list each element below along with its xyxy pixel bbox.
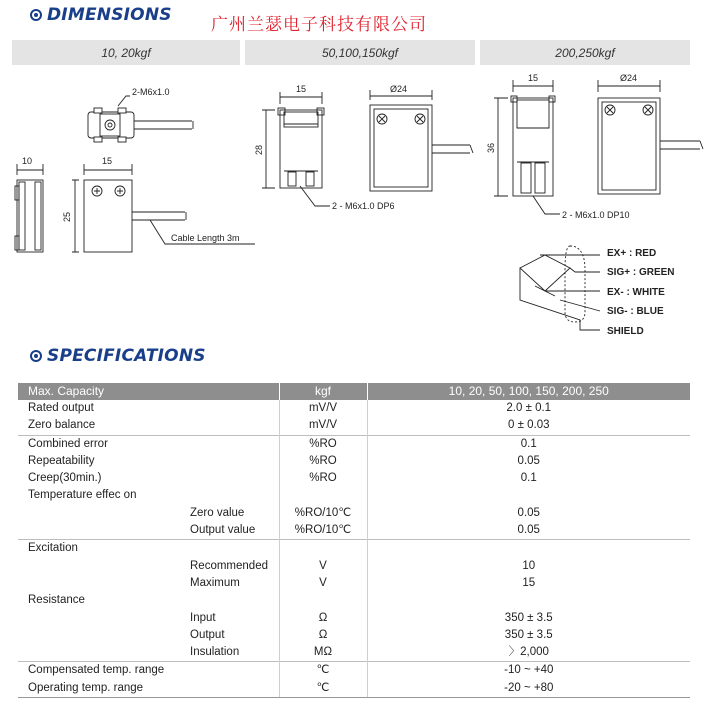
table-row: [18, 487, 690, 504]
row-item: Repeatability: [28, 454, 95, 467]
wiring-diagram: [520, 246, 600, 330]
dimensions-title: DIMENSIONS: [47, 5, 172, 25]
table-row: [18, 575, 690, 592]
row-unit: mV/V: [279, 417, 367, 435]
mid-width: 15: [296, 84, 307, 94]
table-row: [18, 470, 690, 487]
table-row: [18, 644, 690, 662]
row-item: Temperature effec on: [28, 489, 137, 502]
small-thread-label: 2-M6x1.0: [132, 87, 170, 97]
table-row: [18, 592, 690, 609]
row-item: Combined error: [28, 437, 108, 450]
small-front-view: [62, 156, 255, 252]
table-row: [18, 522, 690, 540]
small-side-width: 10: [22, 156, 33, 166]
specifications-title: SPECIFICATIONS: [47, 346, 206, 366]
row-value: 2.0 ± 0.1: [506, 402, 552, 414]
large-front-view: [598, 73, 703, 194]
wire-sig-plus: SIG+ : GREEN: [607, 267, 675, 278]
row-unit: %RO/10℃: [279, 505, 367, 522]
row-item: Creep(30min.): [28, 472, 102, 485]
row-value: 350 ± 3.5: [504, 628, 553, 641]
mid-height: 28: [254, 144, 264, 155]
row-value: 0.1: [367, 435, 690, 453]
row-value: 350 ± 3.5: [504, 611, 553, 624]
row-unit: V: [279, 558, 367, 575]
mid-front-view: [370, 84, 473, 191]
circle-bullet-icon: [30, 9, 42, 21]
specifications-heading: [30, 346, 206, 366]
row-unit: %RO: [279, 453, 367, 470]
row-item: Excitation: [28, 542, 78, 555]
company-name: 广州兰瑟电子科技有限公司: [211, 15, 427, 35]
row-subitem: Output: [190, 628, 225, 641]
mid-diameter: Ø24: [390, 84, 408, 94]
spec-header-row: [18, 383, 690, 400]
row-value: [367, 540, 690, 558]
table-row: [18, 400, 690, 417]
row-unit: %RO: [279, 470, 367, 487]
row-value: -20 ~ +80: [367, 680, 690, 698]
row-unit: [279, 487, 367, 504]
row-value: 0.1: [520, 472, 537, 485]
row-subitem: Input: [190, 611, 216, 624]
dimensions-heading: [30, 5, 172, 25]
row-unit: %RO/10℃: [279, 522, 367, 540]
large-thread-label: 2 - M6x1.0 DP10: [562, 210, 630, 220]
row-value: 0.05: [517, 524, 540, 537]
row-unit: Ω: [279, 610, 367, 627]
small-side-view: [15, 156, 43, 252]
row-subitem: Recommended: [190, 559, 268, 572]
row-subitem: Zero value: [190, 506, 245, 519]
table-row: [18, 558, 690, 575]
row-value: 〉2,000: [508, 646, 549, 659]
header-values: 10, 20, 50, 100, 150, 200, 250: [367, 383, 690, 400]
row-unit: mV/V: [279, 400, 367, 417]
row-subitem: Maximum: [190, 576, 240, 589]
table-row: [18, 435, 690, 453]
cable-label: Cable Length 3m: [171, 233, 240, 243]
wire-sig-minus: SIG- : BLUE: [607, 306, 664, 317]
table-row: [18, 680, 690, 698]
tab-10-20kgf: 10, 20kgf: [12, 40, 240, 65]
tab-50-150kgf: 50,100,150kgf: [245, 40, 475, 65]
large-diameter: Ø24: [620, 73, 638, 83]
table-row: [18, 540, 690, 558]
row-item: Operating temp. range: [28, 681, 144, 694]
large-height: 36: [486, 142, 496, 153]
table-row: [18, 505, 690, 522]
row-subitem: Insulation: [190, 646, 240, 659]
row-unit: MΩ: [279, 644, 367, 662]
circle-bullet-icon: [30, 350, 42, 362]
row-value: [367, 592, 690, 609]
header-capacity: Max. Capacity: [18, 383, 279, 400]
row-value: 10: [522, 559, 536, 572]
row-unit: Ω: [279, 627, 367, 644]
row-unit: [279, 540, 367, 558]
table-row: [18, 610, 690, 627]
row-subitem: Output value: [190, 524, 256, 537]
row-unit: ℃: [279, 662, 367, 680]
wire-ex-plus: EX+ : RED: [607, 248, 657, 259]
row-value: 15: [522, 576, 536, 589]
row-unit: ℃: [279, 680, 367, 698]
table-row: [18, 662, 690, 680]
row-value: [367, 487, 690, 504]
row-unit: %RO: [279, 435, 367, 453]
table-row: [18, 627, 690, 644]
spec-table: [18, 383, 690, 698]
small-height: 25: [62, 211, 72, 222]
small-top-view: [88, 87, 193, 142]
wire-ex-minus: EX- : WHITE: [607, 287, 665, 298]
tab-200-250kgf: 200,250kgf: [480, 40, 690, 65]
row-value: 0.05: [517, 506, 540, 519]
mid-thread-label: 2 - M6x1.0 DP6: [332, 201, 395, 211]
row-item: Resistance: [28, 594, 85, 607]
large-width: 15: [528, 73, 539, 83]
header-unit: kgf: [279, 383, 367, 400]
table-row: [18, 417, 690, 435]
small-front-width: 15: [102, 156, 113, 166]
row-value: 0 ± 0.03: [508, 419, 550, 432]
row-unit: [279, 592, 367, 609]
table-row: [18, 453, 690, 470]
row-item: Rated output: [28, 402, 94, 414]
wire-shield: SHIELD: [607, 326, 644, 337]
row-item: Zero balance: [28, 419, 96, 432]
row-value: 0.05: [517, 454, 540, 467]
row-item: Compensated temp. range: [28, 664, 165, 677]
dimension-drawings: [0, 66, 712, 346]
row-value: -10 ~ +40: [367, 662, 690, 680]
row-unit: V: [279, 575, 367, 592]
